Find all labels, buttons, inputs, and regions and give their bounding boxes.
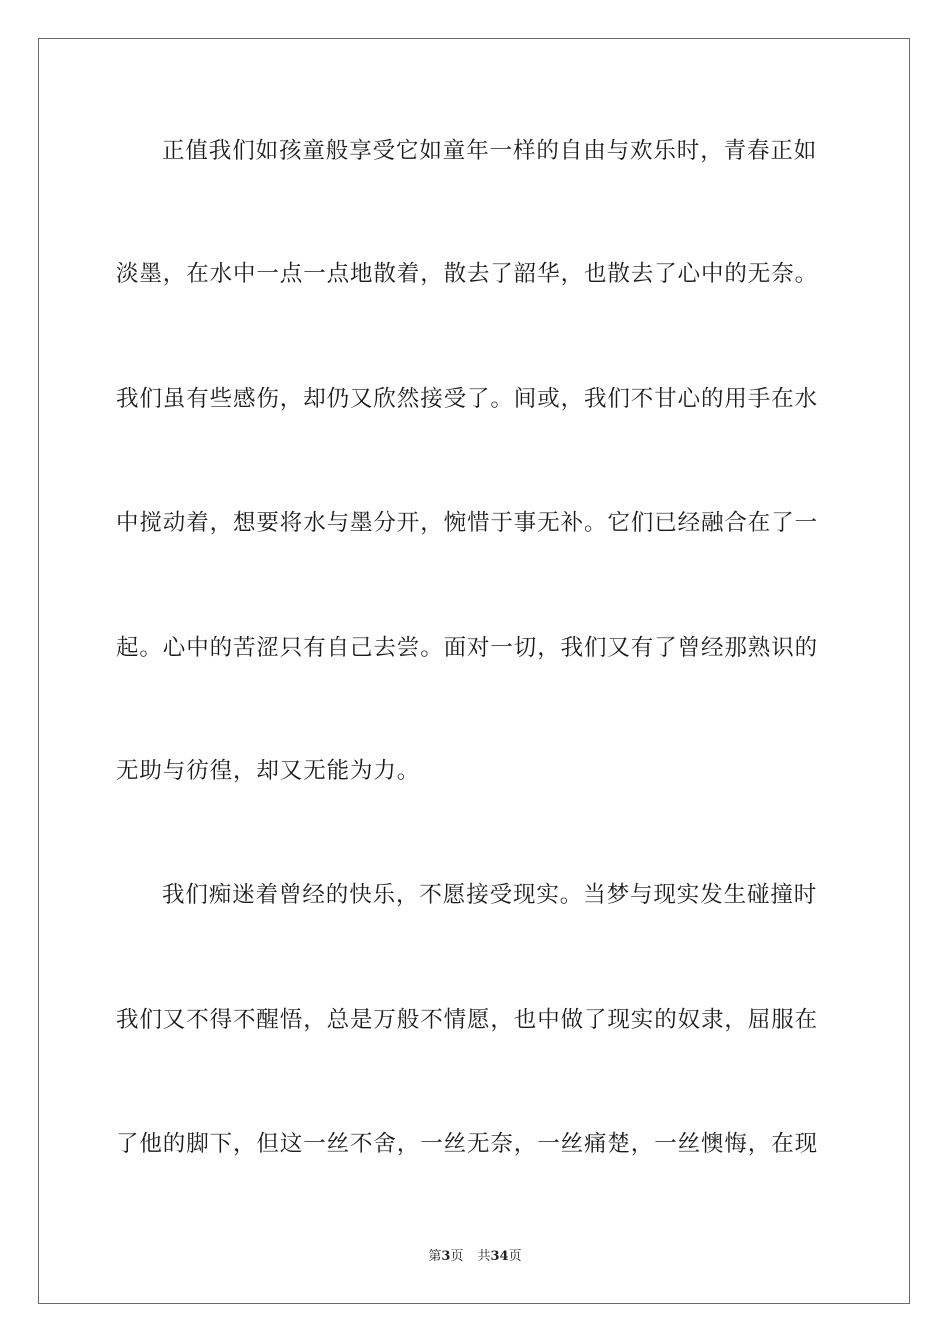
page-prefix: 第: [428, 1249, 442, 1264]
page-suffix: 页: [450, 1249, 464, 1264]
paragraph-2-line-2: 我们又不得不醒悟，总是万般不情愿，也中做了现实的奴隶，屈服在: [116, 1007, 819, 1033]
paragraph-2-line-1: 我们痴迷着曾经的快乐，不愿接受现实。当梦与现实发生碰撞时: [162, 882, 818, 908]
total-suffix: 页: [508, 1249, 522, 1264]
page-footer: [0, 1248, 950, 1266]
paragraph-1-line-2: 淡墨，在水中一点一点地散着，散去了韶华，也散去了心中的无奈。: [116, 261, 819, 287]
paragraph-1-line-4: 中搅动着，想要将水与墨分开，惋惜于事无补。它们已经融合在了一: [116, 510, 819, 536]
paragraph-1-line-6: 无助与彷徨，却又无能为力。: [116, 758, 421, 784]
total-pages: 34: [490, 1249, 509, 1264]
paragraph-1-line-1: 正值我们如孩童般享受它如童年一样的自由与欢乐时，青春正如: [162, 138, 818, 164]
page-border: [38, 38, 910, 1304]
paragraph-1-line-3: 我们虽有些感伤，却仍又欣然接受了。间或，我们不甘心的用手在水: [116, 386, 819, 412]
paragraph-1-line-5: 起。心中的苦涩只有自己去尝。面对一切，我们又有了曾经那熟识的: [116, 635, 819, 661]
page-number: 3: [441, 1249, 451, 1264]
total-prefix: 共: [477, 1249, 491, 1264]
paragraph-2-line-3: 了他的脚下，但这一丝不舍，一丝无奈，一丝痛楚，一丝懊悔，在现: [116, 1131, 819, 1157]
